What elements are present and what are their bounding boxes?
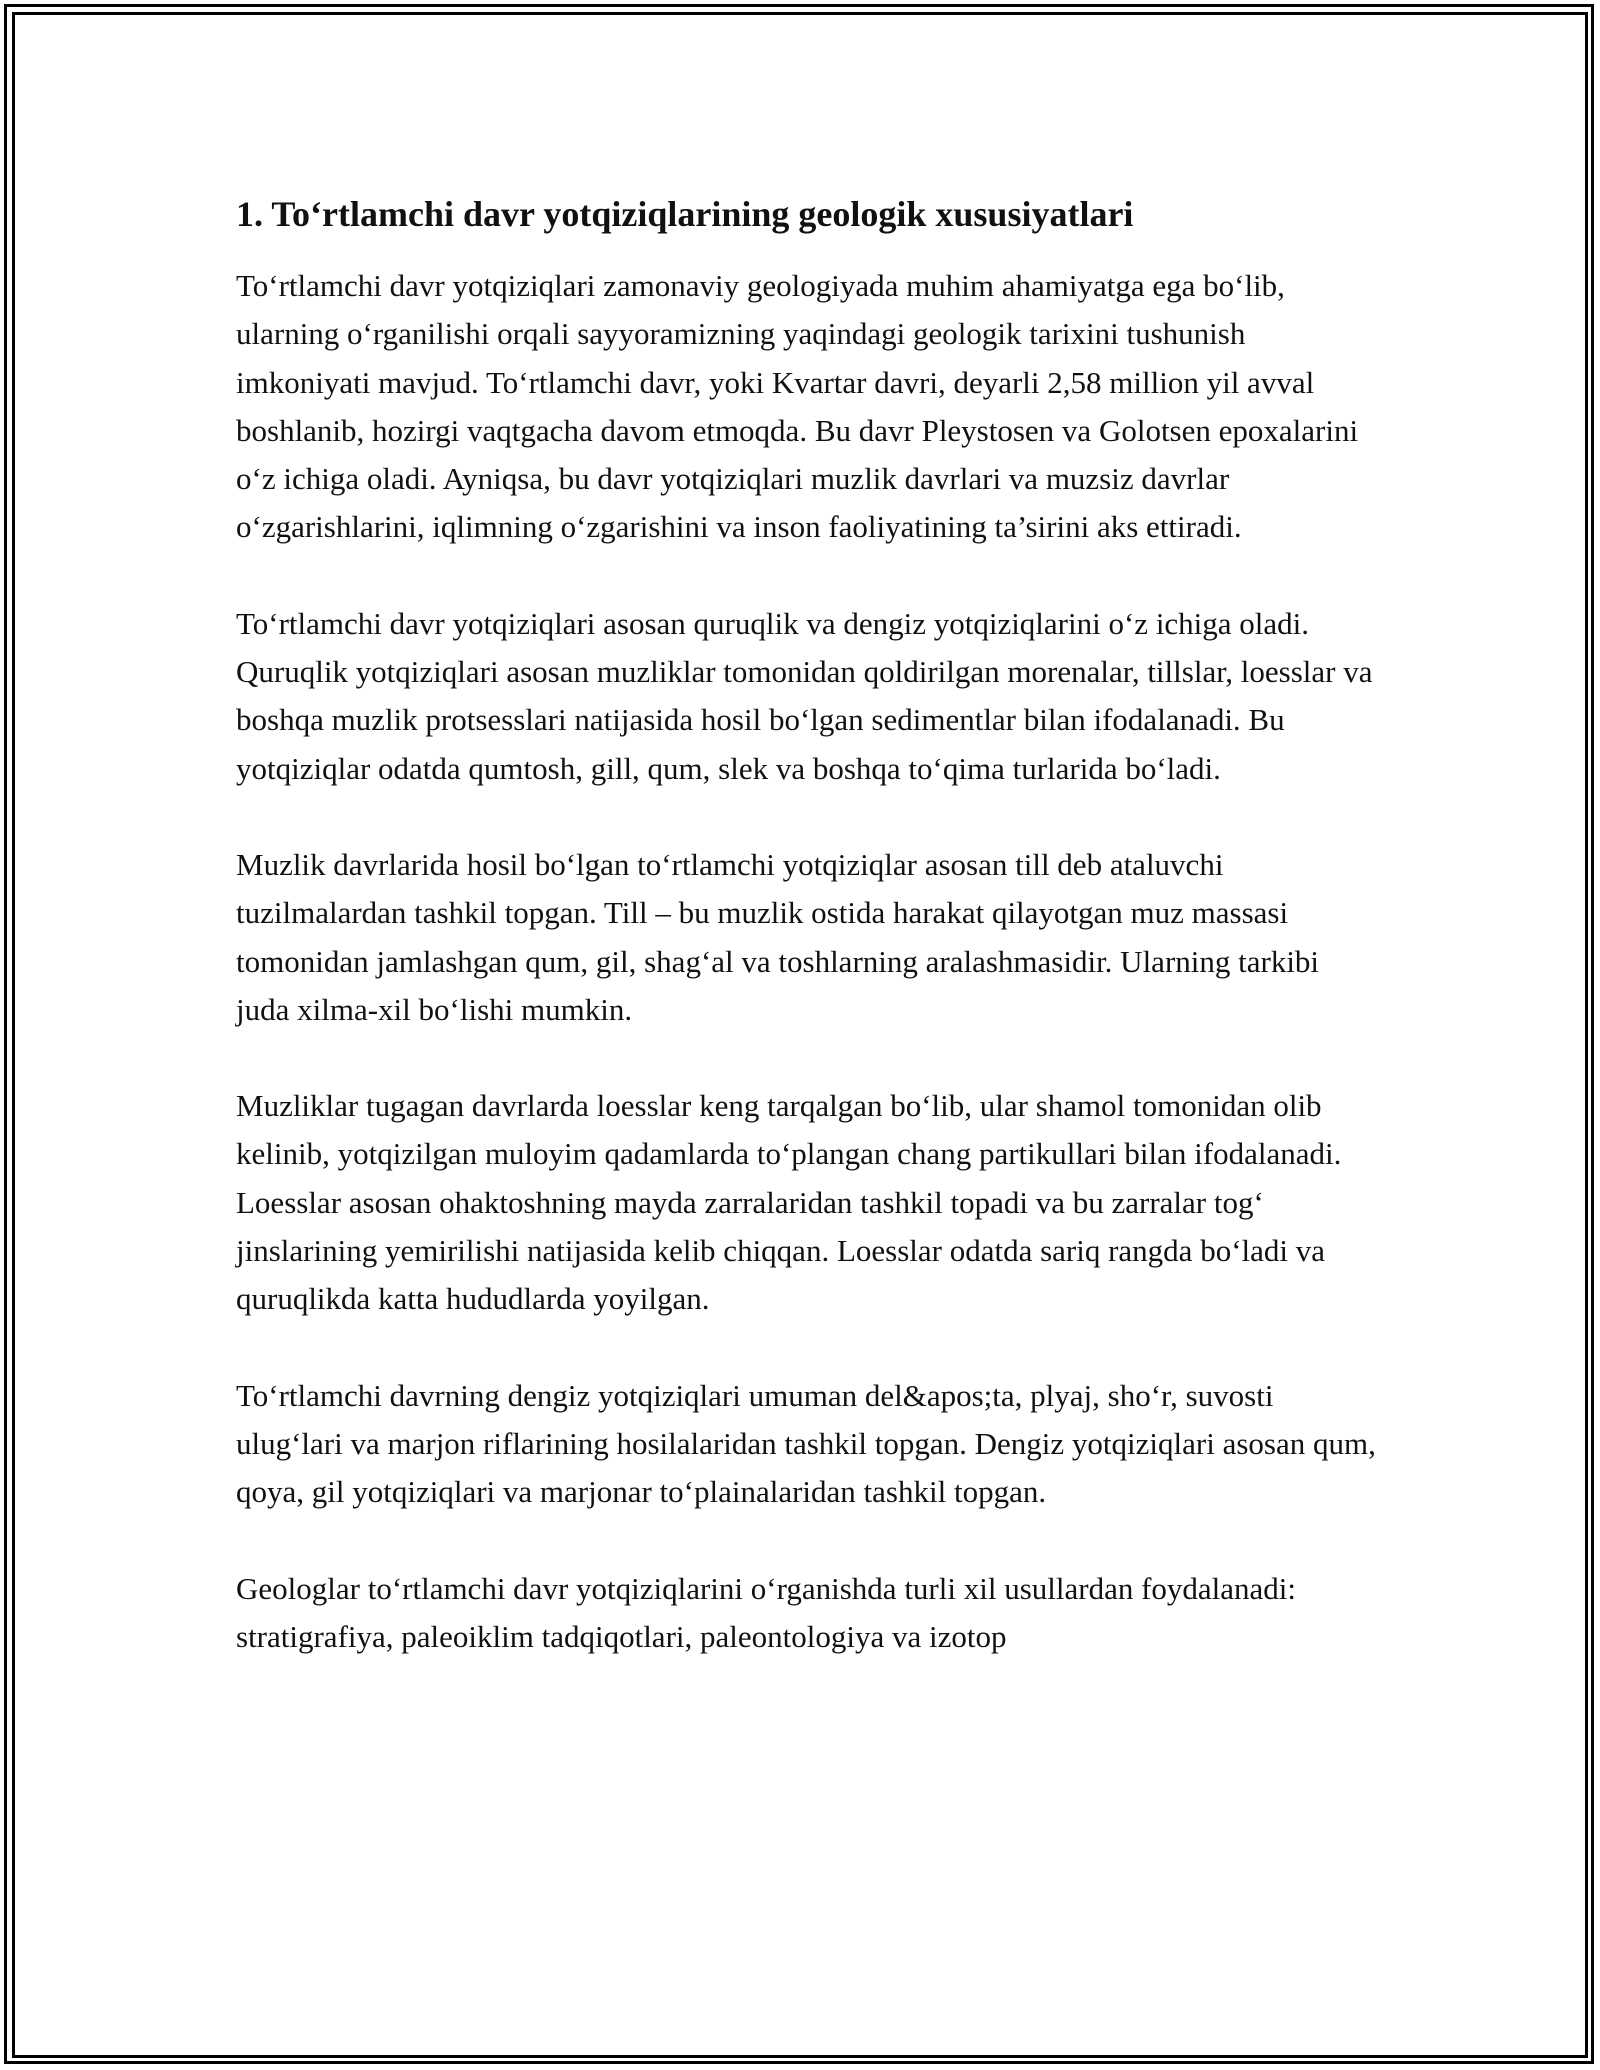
document-body xyxy=(236,186,1376,1709)
paragraph-4: Muzliklar tugagan davrlarda loesslar keng tarqalgan bo‘lib, ular shamol tomonidan olib kelinib, yotqizilgan muloyim qadamlarda to‘plangan chang partikullari bilan ifodalanadi. Loesslar asosan ohaktoshning mayda zarralaridan tashkil topadi va bu zarralar tog‘ jinslarining yemirilishi natijasida kelib chiqqan. Loesslar odatda sariq rangda bo‘ladi va quruqlikda katta hududlarda yoyilgan. xyxy=(236,1088,1342,1317)
paragraph-1: To‘rtlamchi davr yotqiziqlari zamonaviy geologiyada muhim ahamiyatga ega bo‘lib, ularning o‘rganilishi orqali sayyoramizning yaqindagi geologik tarixini tushunish imkoniyati mavjud. To‘rtlamchi davr, yoki Kvartar davri, deyarli 2,58 million yil avval boshlanib, hozirgi vaqtgacha davom etmoqda. Bu davr Pleystosen va Golotsen epoxalarini o‘z ichiga oladi. Ayniqsa, bu davr yotqiziqlari muzlik davrlari va muzsiz davrlar o‘zgarishlarini, iqlimning o‘zgarishini va inson faoliyatining ta’sirini aks ettiradi. xyxy=(236,268,1359,545)
paragraph-2: To‘rtlamchi davr yotqiziqlari asosan quruqlik va dengiz yotqiziqlarini o‘z ichiga oladi. Quruqlik yotqiziqlari asosan muzliklar tomonidan qoldirilgan morenalar, tillslar, loesslar va boshqa muzlik protsesslari natijasida hosil bo‘lgan sedimentlar bilan ifodalanadi. Bu yotqiziqlar odatda qumtosh, gill, qum, slek va boshqa to‘qima turlarida bo‘ladi. xyxy=(236,605,1373,786)
section-heading: 1. To‘rtlamchi davr yotqiziqlarining geologik xususiyatlari xyxy=(236,194,1134,234)
paragraph-3: Muzlik davrlarida hosil bo‘lgan to‘rtlamchi yotqiziqlar asosan till deb ataluvchi tuzilmalardan tashkil topgan. Till – bu muzlik ostida harakat qilayotgan muz massasi tomonidan jamlashgan qum, gil, shag‘al va toshlarning aralashmasidir. Ularning tarkibi juda xilma-xil bo‘lishi mumkin. xyxy=(236,846,1320,1027)
paragraph-5: To‘rtlamchi davrning dengiz yotqiziqlari umuman del&apos;ta, plyaj, sho‘r, suvosti ulug‘lari va marjon riflarining hosilalaridan tashkil topgan. Dengiz yotqiziqlari asosan qum, qoya, gil yotqiziqlari va marjonar to‘plainalaridan tashkil topgan. xyxy=(236,1377,1376,1510)
paragraph-6: Geologlar to‘rtlamchi davr yotqiziqlarini o‘rganishda turli xil usullardan foydalanadi: stratigrafiya, paleoiklim tadqiqotlari, paleontologiya va izotop xyxy=(236,1570,1297,1654)
